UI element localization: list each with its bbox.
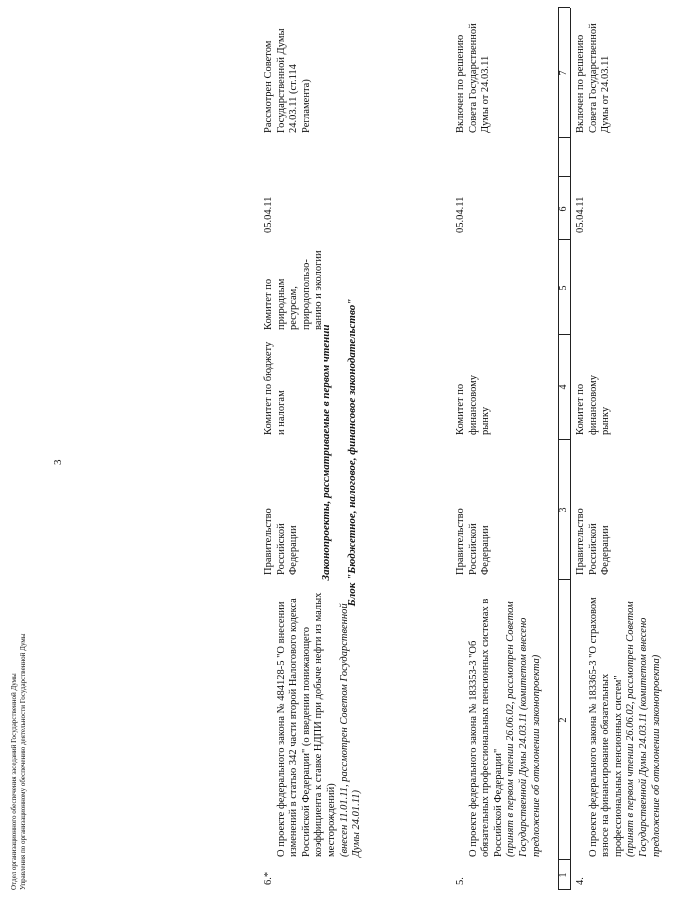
bill-title <box>455 587 556 857</box>
bill-title-text: О проекте федерального закона № 484128-5 "О внесении изменений в статью 342 части второй Налогового кодекса Российской Федерации" (о введении понижающего коэффициента к ставке НДПИ при добыче нефти из малых месторождений) <box>275 592 337 857</box>
bill-title <box>263 587 376 857</box>
bill-initiator: Правительство Российской Федерации <box>263 508 300 575</box>
bill-note: (принят в первом чтении 26.06.02, рассмотрен Советом Государственной Думы 24.03.11 (комитетом внесено предложение об отклонении законопроекта) <box>505 601 542 857</box>
section-heading: Законопроекты, рассматриваемые в первом чтении <box>320 324 332 581</box>
row-number: 4. <box>575 877 586 885</box>
column-number: 6 <box>558 206 569 212</box>
column-divider <box>558 859 570 860</box>
bill-title <box>575 587 676 857</box>
responsible-committee: Комитет по финансовому рынку <box>455 374 492 435</box>
consideration-date: 05.04.11 <box>575 196 586 233</box>
column-divider <box>558 176 570 177</box>
row-number: 5. <box>455 877 466 885</box>
column-divider <box>558 889 570 890</box>
page-number: 3 <box>52 459 64 465</box>
column-divider <box>558 137 570 138</box>
table-header-bottom-border <box>570 8 571 890</box>
column-divider <box>558 579 570 580</box>
column-number: 7 <box>558 70 569 76</box>
column-number: 3 <box>558 507 569 513</box>
bill-title-text: О проекте федерального закона № 183365-3 "О страховом взносе на финансирование обязательных профессиональных пенсионных систем" <box>587 597 624 857</box>
column-divider <box>558 334 570 335</box>
consideration-date: 05.04.11 <box>263 196 274 233</box>
bill-initiator: Правительство Российской Федерации <box>455 508 492 575</box>
bill-note: (принят в первом чтении 26.06.02, рассмотрен Советом Государственной Думы 24.03.11 (комитетом внесено предложение об отклонении законопроекта) <box>625 601 662 857</box>
column-divider <box>558 439 570 440</box>
responsible-committee: Комитет по финансовому рынку <box>575 374 612 435</box>
column-divider <box>558 239 570 240</box>
column-number: 5 <box>558 285 569 291</box>
inclusion-status: Включен по решению Совета Государственной Думы от 24.03.11 <box>455 23 492 133</box>
table-top-border <box>558 8 559 890</box>
column-divider <box>558 7 570 8</box>
inclusion-status: Включен по решению Совета Государственной Думы от 24.03.11 <box>575 23 612 133</box>
responsible-committee: Комитет по бюджету и налогам <box>263 341 287 435</box>
row-number: 6.* <box>263 871 274 885</box>
block-heading: Блок "Бюджетное, налоговое, финансовое законодательство" <box>346 298 358 607</box>
column-number: 4 <box>558 384 569 390</box>
footer-division: Управления по организационному обеспечению деятельности Государственной Думы <box>19 633 27 890</box>
bill-note: (внесен 11.01.11, рассмотрен Советом Государственной Думы 24.01.11) <box>338 603 363 857</box>
column-number: 1 <box>558 872 569 878</box>
inclusion-status: Рассмотрен Советом Государственной Думы 24.03.11 (ст.114 Регламента) <box>263 28 312 133</box>
bill-title-text: О проекте федерального закона № 183353-3 "Об обязательных профессиональных пенсионных системах в Российской Федерации" <box>467 598 504 857</box>
consideration-date: 05.04.11 <box>455 196 466 233</box>
footer-department: Отдел организационного обеспечения заседаний Государственной Думы <box>10 673 18 890</box>
column-number: 2 <box>558 717 569 723</box>
bill-initiator: Правительство Российской Федерации <box>575 508 612 575</box>
co-executor-committee: Комитет по природным ресурсам, природопользо-ванию и экологии <box>263 250 325 330</box>
